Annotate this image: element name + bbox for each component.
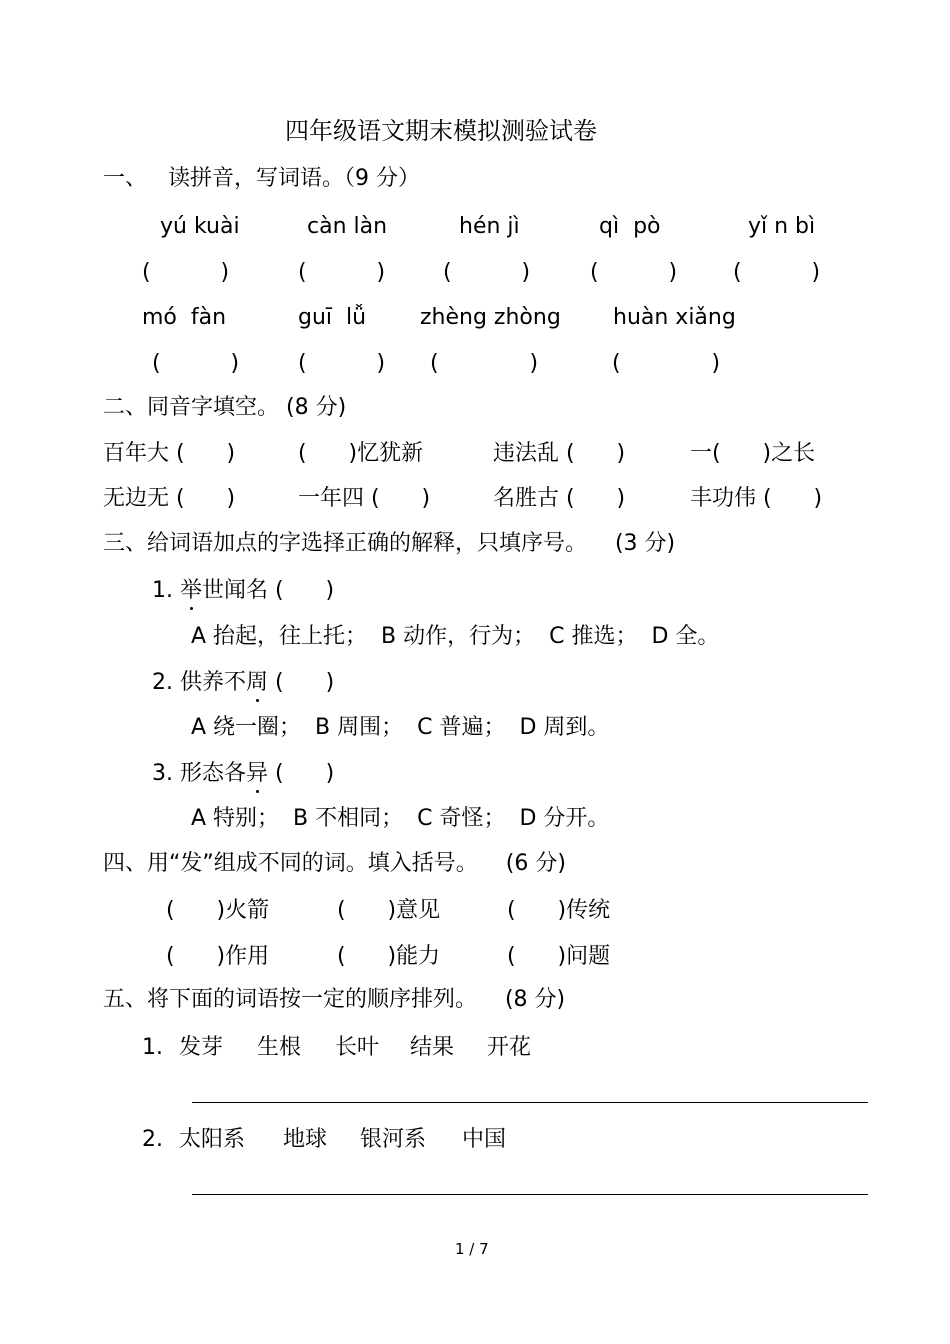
answer-blank[interactable]: ( ): [152, 351, 240, 376]
ordering-word: 太阳系: [179, 1127, 246, 1152]
question-text-post: ( ): [268, 670, 335, 695]
question-options: A 绕一圈； B 周围； C 普遍； D 周到。: [191, 715, 610, 740]
pinyin-6: mó fàn: [142, 305, 227, 330]
answer-blank[interactable]: ( ): [733, 260, 821, 285]
question-text-post: ( ): [268, 761, 335, 786]
question-number: 3.: [152, 761, 173, 786]
answer-blank[interactable]: ( ): [142, 260, 230, 285]
section-2-heading: 二、同音字填空。 (8 分): [103, 395, 347, 420]
pinyin-8: zhèng zhòng: [420, 305, 561, 330]
word-blank[interactable]: ( )问题: [507, 944, 611, 969]
ordering-item-number: 1.: [142, 1035, 163, 1060]
ordering-word: 生根: [257, 1035, 302, 1060]
idiom-blank[interactable]: 百年大 ( ): [103, 441, 236, 466]
ordering-word: 开花: [487, 1035, 532, 1060]
page-number: 1 / 7: [455, 1240, 489, 1258]
question-item[interactable]: [152, 761, 334, 787]
question-text-post: 世闻名 ( ): [202, 578, 335, 603]
answer-line[interactable]: [192, 1194, 868, 1195]
dotted-character: 举: [180, 578, 203, 603]
pinyin-3: hén jì: [459, 214, 520, 239]
answer-blank[interactable]: ( ): [443, 260, 531, 285]
answer-blank[interactable]: ( ): [590, 260, 678, 285]
pinyin-2: càn làn: [307, 214, 388, 239]
section-1-heading: 一、 读拼音，写词语。（9 分）: [103, 166, 420, 191]
ordering-item-number: 2.: [142, 1127, 163, 1152]
page-title: 四年级语文期末模拟测验试卷: [285, 117, 597, 145]
pinyin-5: yǐ n bì: [748, 214, 816, 239]
answer-blank[interactable]: ( ): [430, 351, 539, 376]
idiom-blank[interactable]: 丰功伟 ( ): [690, 486, 823, 511]
idiom-blank[interactable]: 无边无 ( ): [103, 486, 236, 511]
ordering-word: 中国: [462, 1127, 507, 1152]
answer-blank[interactable]: ( ): [298, 260, 386, 285]
idiom-blank[interactable]: 一( )之长: [690, 441, 816, 466]
answer-line[interactable]: [192, 1102, 868, 1103]
question-text-pre: 供养不: [180, 670, 247, 695]
idiom-blank[interactable]: ( )忆犹新: [298, 441, 424, 466]
ordering-word: 发芽: [179, 1035, 224, 1060]
ordering-word: 结果: [410, 1035, 455, 1060]
question-number: 2.: [152, 670, 173, 695]
section-3-heading: 三、给词语加点的字选择正确的解释，只填序号。 (3 分): [103, 531, 676, 556]
pinyin-1: yú kuài: [160, 214, 240, 239]
idiom-blank[interactable]: 违法乱 ( ): [493, 441, 626, 466]
ordering-word: 长叶: [335, 1035, 380, 1060]
question-text-pre: 形态各: [180, 761, 247, 786]
word-blank[interactable]: ( )作用: [166, 944, 270, 969]
answer-blank[interactable]: ( ): [298, 351, 386, 376]
question-options: A 特别； B 不相同； C 奇怪； D 分开。: [191, 806, 610, 831]
pinyin-9: huàn xiǎng: [613, 305, 736, 330]
section-5-heading: 五、将下面的词语按一定的顺序排列。 (8 分): [103, 987, 566, 1012]
idiom-blank[interactable]: 一年四 ( ): [298, 486, 431, 511]
word-blank[interactable]: ( )传统: [507, 898, 611, 923]
word-blank[interactable]: ( )能力: [337, 944, 441, 969]
question-item[interactable]: [152, 670, 334, 696]
dotted-character: 异: [246, 761, 269, 786]
idiom-blank[interactable]: 名胜古 ( ): [493, 486, 626, 511]
word-blank[interactable]: ( )火箭: [166, 898, 270, 923]
word-blank[interactable]: ( )意见: [337, 898, 441, 923]
answer-blank[interactable]: ( ): [612, 351, 721, 376]
ordering-word: 地球: [283, 1127, 328, 1152]
dotted-character: 周: [246, 670, 269, 695]
ordering-word: 银河系: [360, 1127, 427, 1152]
question-options: A 抬起，往上托； B 动作，行为； C 推选； D 全。: [191, 624, 720, 649]
pinyin-4: qì pò: [599, 214, 661, 239]
question-number: 1.: [152, 578, 173, 603]
question-item[interactable]: [152, 578, 334, 604]
pinyin-7: guī lǚ: [298, 305, 367, 330]
section-4-heading: 四、用“发”组成不同的词。填入括号。 (6 分): [103, 851, 566, 876]
